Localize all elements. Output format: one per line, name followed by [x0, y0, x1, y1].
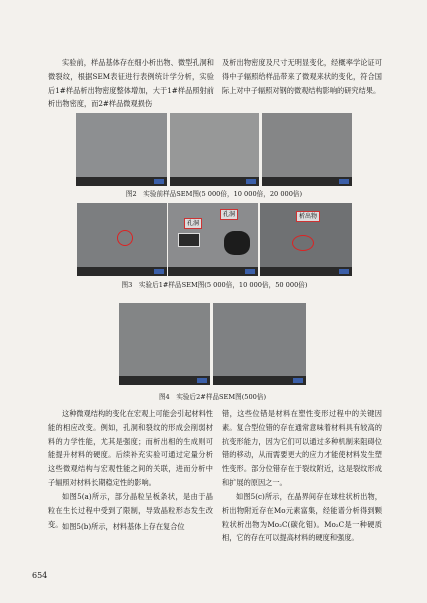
bottom-right-paragraph: 错，这些位错是材料在塑性变形过程中的关键因素。复合型位错的存在通常意味着材料具有较高的抗变形能力，因为它们可以通过多种机制来阻碍位错的移动，从而需要更大的应力才能使材料发生塑性变形。部分位错存在于裂纹附近，这是裂纹形成和扩展的原因之一。: [222, 409, 382, 487]
bottom-left-paragraph: 这种微观结构的变化在宏观上可能会引起材料性能的相应改变。例如，孔洞和裂纹的形成会削弱材料的力学性能，尤其是强度；而析出相的生成则可能提升材料的硬度。后续补充实验可通过定量分析这些微观结构与宏观性能之间的关联，进而分析中子辐照对材料长期稳定性的影响。: [48, 409, 213, 487]
top-right-paragraph: 及析出物密度及尺寸无明显变化，经概率学论证可得中子辐照给样品带来了微观来状的变化，符合国际上对中子辐照对钢的微观结构影响的研究结果。: [222, 58, 382, 95]
fig4-image-a: [119, 303, 210, 385]
fig4-image-b: [213, 303, 306, 385]
fig3-label-hole-a: 孔洞: [184, 218, 202, 229]
fig3-label-hole-b: 孔洞: [220, 209, 238, 220]
bottom-left-paragraph-2: 如图5(a)所示，部分晶粒呈板条状，是由于晶粒在生长过程中受到了限制，导致晶粒形态发生改变。: [48, 492, 213, 529]
fig3-label-precip: 析出物: [296, 211, 320, 222]
bottom-left-paragraph-3: 如图5(b)所示，材料基体上存在复合位: [62, 522, 185, 531]
fig3-caption: 图3 实验后1#样品SEM图(5 000倍，10 000倍，50 000倍): [121, 281, 308, 289]
fig2-image-c: [262, 113, 352, 186]
fig4-caption: 图4 实验后2#样品SEM图(500倍): [158, 393, 267, 401]
fig3-image-c: [260, 203, 352, 276]
fig2-image-b: [170, 113, 259, 186]
bottom-right-paragraph-2: 如图5(c)所示，在晶界间存在球柱状析出物，析出物附近存在Mo元素富集，经能谱分析得到颗粒状析出物为Mo₂C(碳化钼)。Mo₂C是一种硬质相，它的存在可以提高材料的硬度和强度。: [222, 492, 382, 543]
fig3-image-b: [168, 203, 258, 276]
fig2-image-a: [76, 113, 167, 186]
top-left-paragraph: 实验前，样品基体存在细小析出物、微型孔洞和微裂纹，根据SEM表征进行表例统计学分析，实验后1#样品析出物密度整体增加，大于1#样品照射前析出物密度，而2#样品微观损伤: [48, 58, 214, 109]
fig3-image-a: [77, 203, 167, 276]
fig2-caption: 图2 实验前样品SEM图(5 000倍，10 000倍，20 000倍): [125, 190, 303, 198]
page-number: 654: [32, 571, 48, 580]
